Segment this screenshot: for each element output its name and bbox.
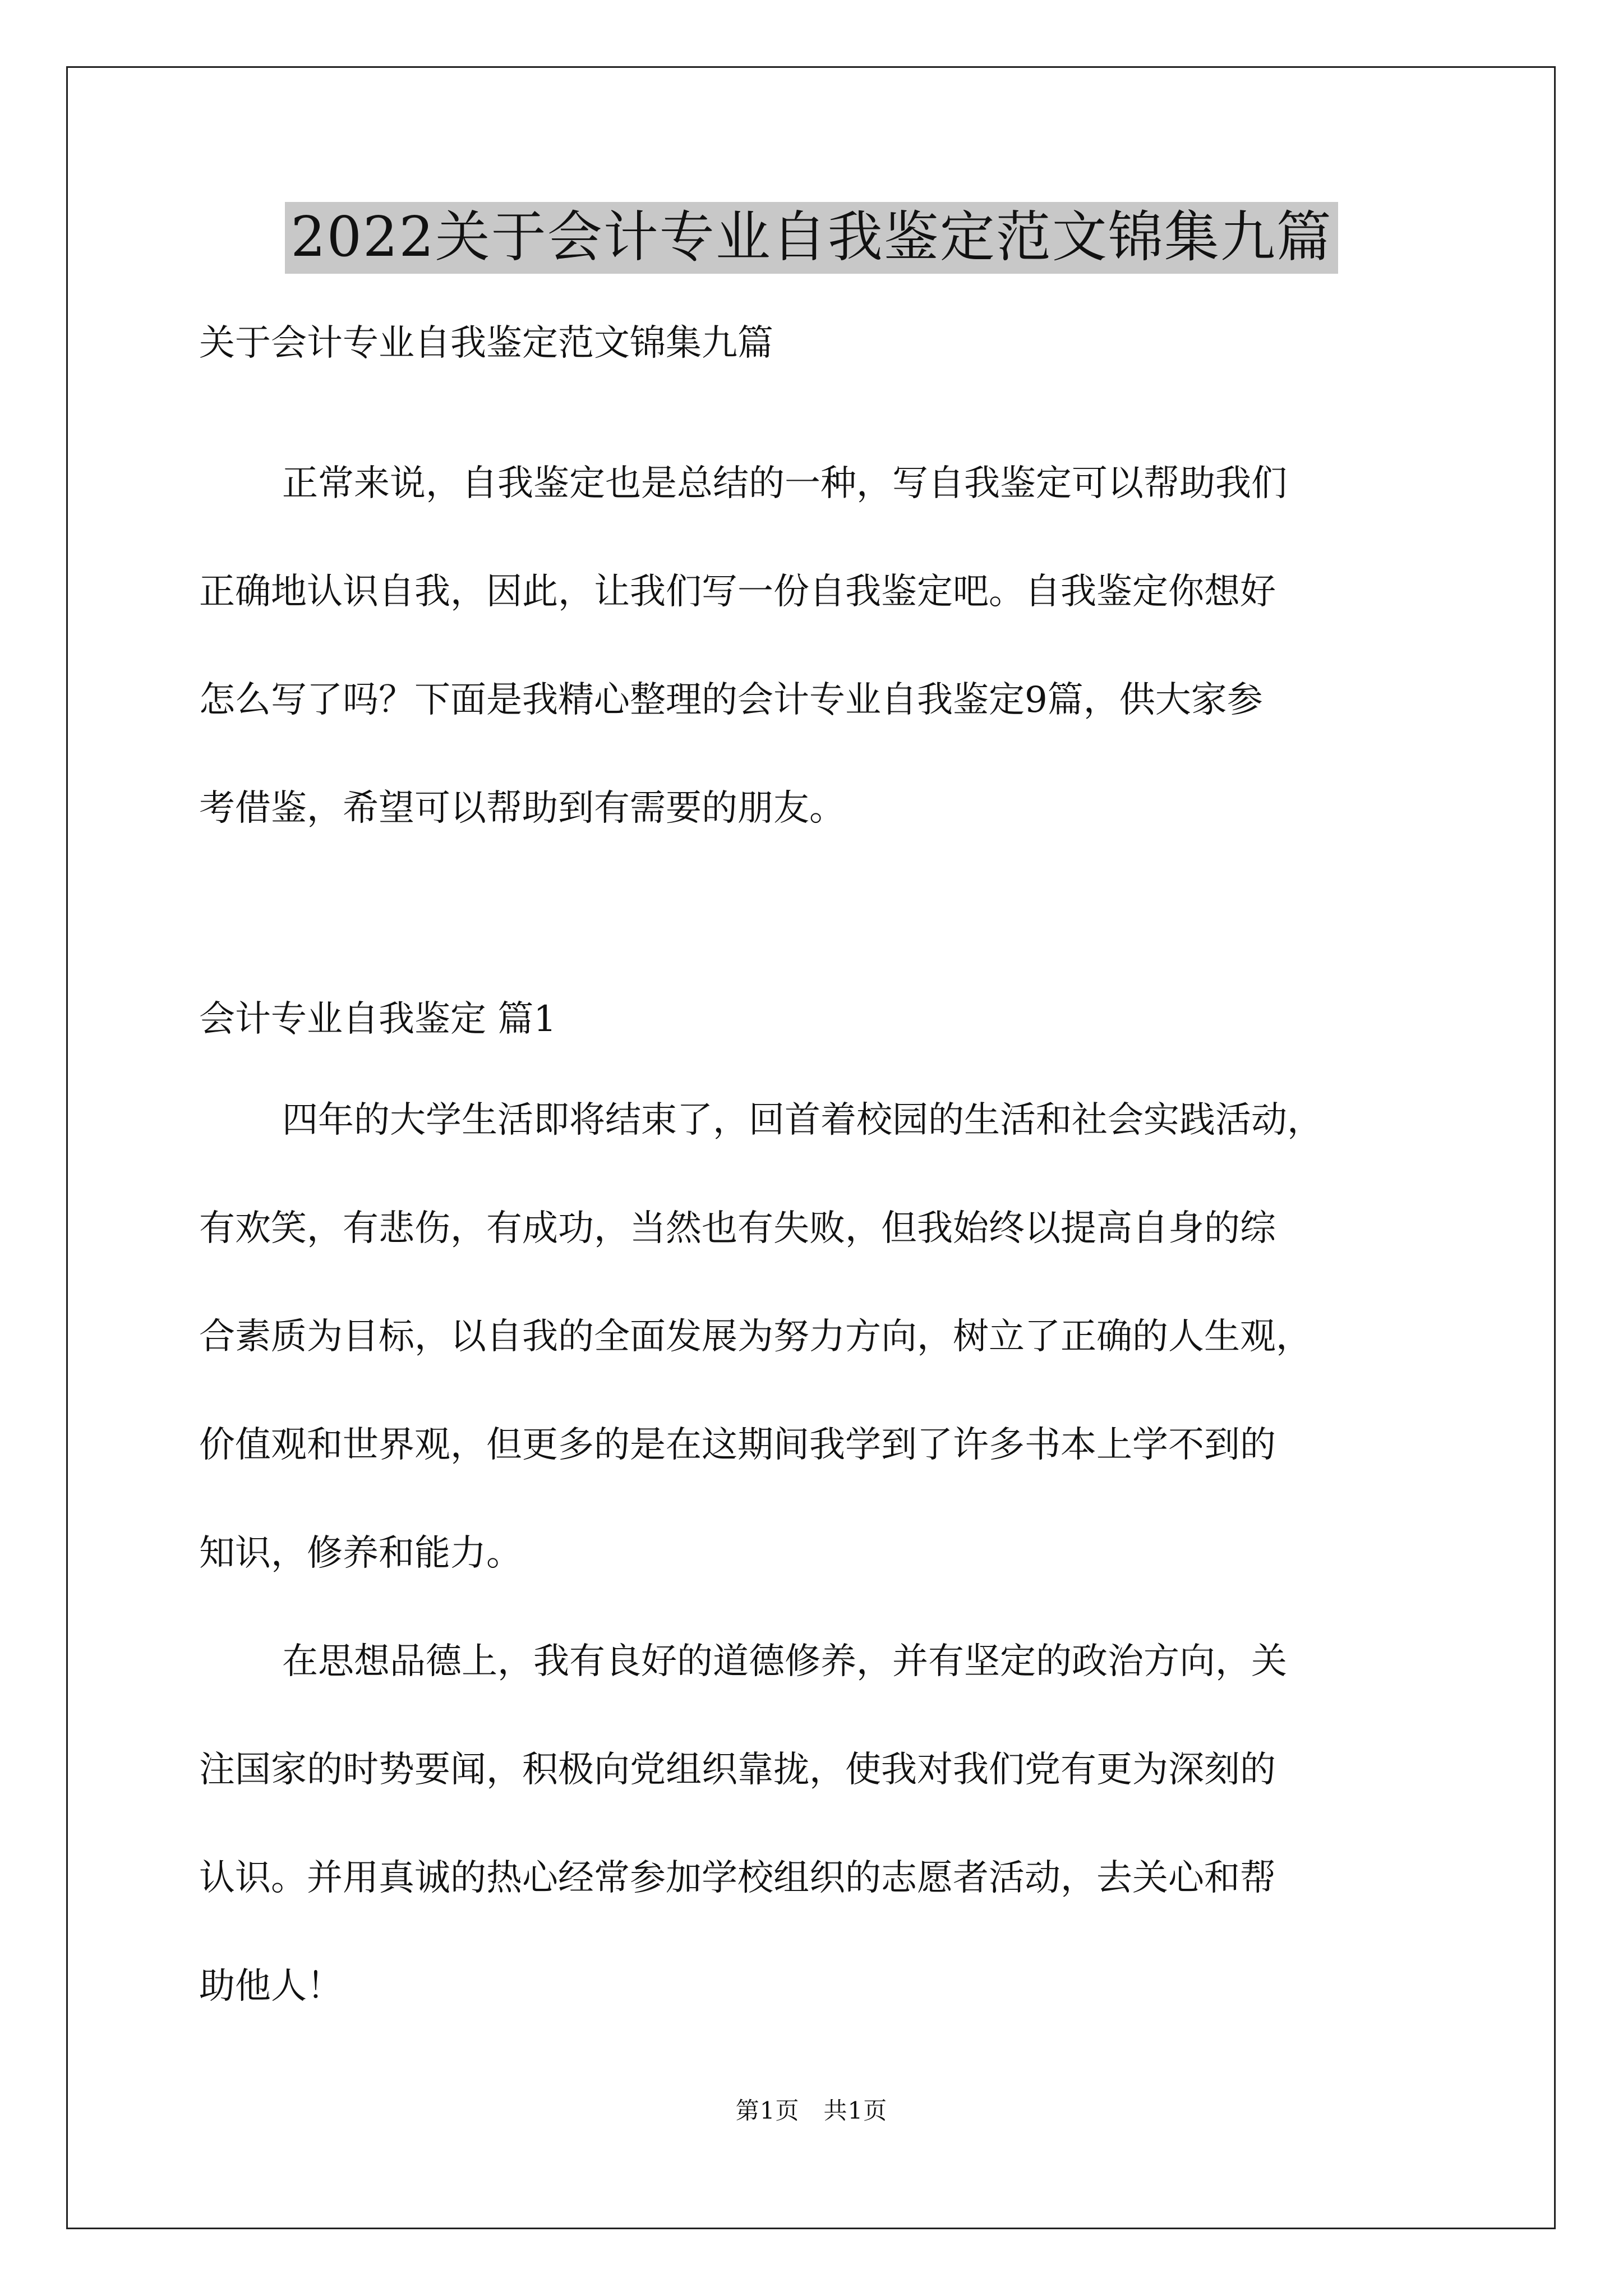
paragraph-line: 在思想品德上，我有良好的道德修养，并有坚定的政治方向，关 — [282, 1641, 1287, 1682]
paragraph-line: 合素质为目标，以自我的全面发展为努力方向，树立了正确的人生观， — [199, 1316, 1312, 1358]
paragraph-line: 知识，修养和能力。 — [199, 1533, 522, 1574]
intro-line: 正常来说，自我鉴定也是总结的一种，写自我鉴定可以帮助我们 — [282, 463, 1287, 504]
document-subtitle: 关于会计专业自我鉴定范文锦集九篇 — [199, 323, 773, 364]
page-footer: 第1页 共1页 — [735, 2097, 888, 2124]
paragraph-line: 有欢笑，有悲伤，有成功，当然也有失败，但我始终以提高自身的综 — [199, 1208, 1276, 1249]
document-title-block — [0, 202, 1623, 274]
intro-line: 正确地认识自我，因此，让我们写一份自我鉴定吧。自我鉴定你想好 — [199, 571, 1276, 613]
paragraph-line: 注国家的时势要闻，积极向党组织靠拢，使我对我们党有更为深刻的 — [199, 1749, 1276, 1791]
paragraph-line: 认识。并用真诚的热心经常参加学校组织的志愿者活动，去关心和帮 — [199, 1857, 1276, 1899]
intro-line: 怎么写了吗？下面是我精心整理的会计专业自我鉴定9篇，供大家参 — [199, 679, 1263, 721]
paragraph-line: 四年的大学生活即将结束了，回首着校园的生活和社会实践活动， — [282, 1099, 1323, 1141]
intro-line: 考借鉴，希望可以帮助到有需要的朋友。 — [199, 788, 845, 829]
document-title: 2022关于会计专业自我鉴定范文锦集九篇 — [285, 202, 1338, 274]
paragraph-line: 价值观和世界观，但更多的是在这期间我学到了许多书本上学不到的 — [199, 1424, 1276, 1466]
section-heading: 会计专业自我鉴定 篇1 — [199, 999, 557, 1040]
page-border — [66, 66, 1556, 2229]
paragraph-line: 助他人！ — [199, 1966, 343, 2007]
